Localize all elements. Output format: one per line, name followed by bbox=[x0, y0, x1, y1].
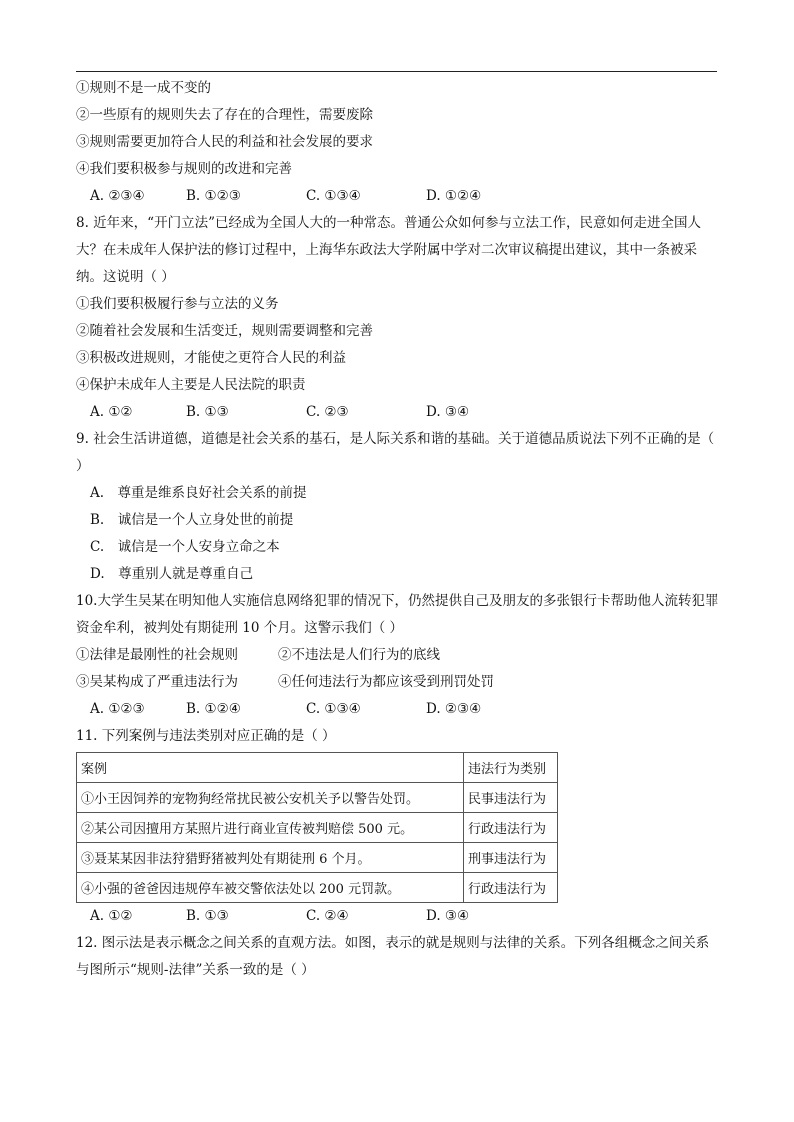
question-11-stem: 11. 下列案例与违法类别对应正确的是（ ） bbox=[76, 728, 336, 744]
statement: ②随着社会发展和生活变迁，规则需要调整和完善 bbox=[76, 323, 373, 339]
statement: ①我们要积极履行参与立法的义务 bbox=[76, 296, 279, 312]
option-a[interactable]: A. 尊重是维系良好社会关系的前提 bbox=[90, 485, 307, 501]
question-12-stem: 12. 图示法是表示概念之间关系的直观方法。如图，表示的就是规则与法律的关系。下列各组概念之间关系与图所示“规则-法律”关系一致的是（ ） bbox=[76, 935, 710, 978]
question-10-options bbox=[76, 696, 721, 723]
option-a[interactable]: A. ①② bbox=[90, 908, 133, 924]
option-c[interactable]: C. ①③④ bbox=[306, 701, 361, 717]
column-header-case: 案例 bbox=[77, 753, 464, 783]
table-row bbox=[77, 843, 558, 873]
option-b[interactable]: B. ①②④ bbox=[186, 701, 241, 717]
statement: ③吴某构成了严重违法行为 bbox=[76, 674, 238, 690]
column-header-category: 违法行为类别 bbox=[464, 753, 558, 783]
option-b[interactable]: B. 诚信是一个人立身处世的前提 bbox=[90, 512, 294, 528]
option-a[interactable]: A. ①②③ bbox=[90, 701, 145, 717]
table-cell: ③聂某某因非法狩猎野猪被判处有期徒刑 6 个月。 bbox=[77, 843, 464, 873]
option-c[interactable]: C. ②③ bbox=[306, 404, 349, 420]
table-cell: ②某公司因擅用方某照片进行商业宣传被判赔偿 500 元。 bbox=[77, 813, 464, 843]
table-cell: 民事违法行为 bbox=[464, 783, 558, 813]
question-7-options bbox=[76, 183, 721, 210]
exam-page-content bbox=[76, 75, 721, 984]
table-row bbox=[77, 873, 558, 903]
statement: ③积极改进规则，才能使之更符合人民的利益 bbox=[76, 350, 346, 366]
option-d[interactable]: D. ①②④ bbox=[426, 188, 482, 204]
question-11-options bbox=[76, 903, 721, 930]
option-d[interactable]: D. ②③④ bbox=[426, 701, 482, 717]
option-d[interactable]: D. ③④ bbox=[426, 908, 470, 924]
table-cell: 行政违法行为 bbox=[464, 813, 558, 843]
table-row bbox=[77, 783, 558, 813]
option-c[interactable]: C. 诚信是一个人安身立命之本 bbox=[90, 539, 280, 555]
option-d[interactable]: D. ③④ bbox=[426, 404, 470, 420]
statement: ④保护未成年人主要是人民法院的职责 bbox=[76, 377, 306, 393]
option-a[interactable]: A. ②③④ bbox=[90, 188, 145, 204]
question-9-stem: 9. 社会生活讲道德，道德是社会关系的基石，是人际关系和谐的基础。关于道德品质说法下列不正确的是（ ） bbox=[76, 431, 715, 474]
option-c[interactable]: C. ②④ bbox=[306, 908, 349, 924]
question-8-options bbox=[76, 399, 721, 426]
statement: ④我们要积极参与规则的改进和完善 bbox=[76, 161, 292, 177]
statement: ②一些原有的规则失去了存在的合理性，需要废除 bbox=[76, 107, 373, 123]
question-8-stem: 8. 近年来，“开门立法”已经成为全国人大的一种常态。普通公众如何参与立法工作，民意如何走进全国人大？在未成年人保护法的修订过程中，上海华东政法大学附属中学对二次审议稿提出建议，其中一条被采纳。这说明（ ） bbox=[76, 215, 701, 285]
statement: ①法律是最刚性的社会规则 bbox=[76, 647, 238, 663]
option-b[interactable]: B. ①③ bbox=[186, 404, 229, 420]
question-7-statements bbox=[76, 75, 721, 183]
statement: ②不违法是人们行为的底线 bbox=[278, 647, 440, 663]
table-row bbox=[77, 813, 558, 843]
statement-row bbox=[76, 642, 721, 669]
table-cell: 行政违法行为 bbox=[464, 873, 558, 903]
option-b[interactable]: B. ①②③ bbox=[186, 188, 241, 204]
table-header-row bbox=[77, 753, 558, 783]
option-a[interactable]: A. ①② bbox=[90, 404, 133, 420]
statement: ④任何违法行为都应该受到刑罚处罚 bbox=[278, 674, 494, 690]
statement: ①规则不是一成不变的 bbox=[76, 80, 211, 96]
statement-row bbox=[76, 669, 721, 696]
question-10-stem: 10.大学生吴某在明知他人实施信息网络犯罪的情况下，仍然提供自己及朋友的多张银行卡帮助他人流转犯罪资金牟利，被判处有期徒刑 10 个月。这警示我们（ ） bbox=[76, 593, 719, 636]
option-c[interactable]: C. ①③④ bbox=[306, 188, 361, 204]
table-cell: ①小王因饲养的宠物狗经常扰民被公安机关予以警告处罚。 bbox=[77, 783, 464, 813]
table-cell: ④小强的爸爸因违规停车被交警依法处以 200 元罚款。 bbox=[77, 873, 464, 903]
statement: ③规则需要更加符合人民的利益和社会发展的要求 bbox=[76, 134, 373, 150]
header-rule bbox=[76, 71, 717, 72]
option-b[interactable]: B. ①③ bbox=[186, 908, 229, 924]
option-d[interactable]: D. 尊重别人就是尊重自己 bbox=[90, 566, 254, 582]
case-table bbox=[76, 752, 558, 903]
table-cell: 刑事违法行为 bbox=[464, 843, 558, 873]
